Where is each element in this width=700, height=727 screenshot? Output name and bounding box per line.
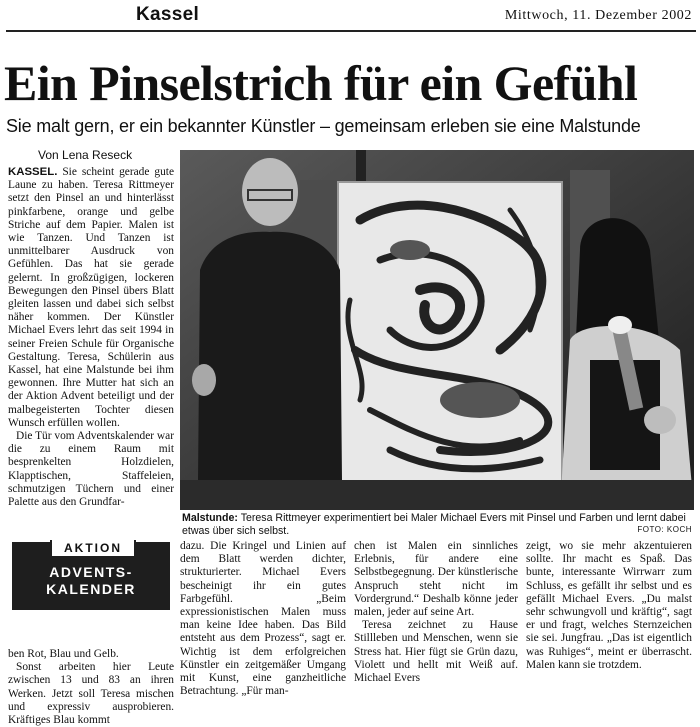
photo-credit: FOTO: KOCH <box>637 525 692 534</box>
paragraph-7: zeigt, wo sie mehr akzentuieren sollte. Ihr macht es Spaß. Das bunte, interessante Wirrwarr zum Schluss, es gefällt ihr selbst und es gefällt Michael Evers. „Du malst sehr schwungvoll und kräftig“, sagt er und fragt, welches Sternzeichen sie sei. Jungfrau. „Das ist eigentlich was Ruhiges“, meint er überrascht. Malen kann sie trotzdem. <box>526 540 692 671</box>
section-name: Kassel <box>136 4 200 25</box>
article-photo <box>180 150 694 510</box>
article-column-1-continued <box>8 648 174 727</box>
article-column-4 <box>526 540 692 704</box>
article-column-2 <box>180 540 346 704</box>
paragraph-4: dazu. Die Kringel und Linien auf dem Blatt werden dichter, strukturierter. Michael Evers bescheinigt ihr ein gutes Farbgefühl. „Beim expressionistischen Malen muss man keine Idee haben. Das Bild entsteht aus dem Prozess“, sagt er. Wichtig ist dem erfolgreichen Künstler ein zeitgemäßer Umgang mit Kunst, eine ganzheitliche Betrachtung. „Für man- <box>180 540 346 698</box>
paragraph-5: chen ist Malen ein sinnliches Erlebnis, für andere eine Selbstbegegnung. Der künstlerische Anspruch steht nicht im Vordergrund.“ Deshalb könne jeder malen, jeder auf seine Art. <box>354 540 518 619</box>
headline: Ein Pinselstrich für ein Gefühl <box>4 55 638 111</box>
caption-kicker: Malstunde: <box>182 512 238 524</box>
paragraph-1: Sie scheint gerade gute Laune zu haben. Teresa Rittmeyer setzt den Pinsel an und hinterlässt pinkfarbene, orange und gelbe Striche auf dem Papier. Malen ist wie Tanzen. Und Tanzen ist unmittelbarer Ausdruck von Gefühlen. Das hat sie gerade gelernt. In großzügigen, lockeren Bewegungen den Pinsel übers Blatt gleiten lassen und dabei sich selbst näher kommen. Der Künstler Michael Evers lehrt das seit 1994 in seiner Freien Schule für Organische Gestaltung. Teresa, Schülerin aus Kassel, hat eine Malstunde bei ihm gewonnen. Ihre Mutter hat sich an der Aktion Advent beteiligt und der malbegeisterten Tochter diesen Wunsch erfüllen wollen. <box>8 166 174 429</box>
paragraph-6: Teresa zeichnet zu Hause Stillleben und Menschen, wenn sie Stress hat. Hier fügt sie Grün dazu, Violett und hellt mit Weiß auf. Michael Evers <box>354 619 518 685</box>
aktion-adventskalender-box <box>12 542 170 610</box>
byline: Von Lena Reseck <box>38 148 133 162</box>
paragraph-3: Sonst arbeiten hier Leute zwischen 13 und 83 an ihren Werken. Jetzt soll Teresa mischen und expressiv ausprobieren. Kräftiges Blau kommt <box>8 661 174 727</box>
photo-illustration <box>180 150 694 510</box>
paragraph-2: Die Tür vom Adventskalender war die zu einem Raum mit besprenkelten Holzdielen, Klapptischen, Staffeleien, schmutzigen Tüchern und einer Palette aus den Grundfar- <box>8 430 174 509</box>
aktion-kicker: AKTION <box>50 540 136 558</box>
publication-date: Mittwoch, 11. Dezember 2002 <box>504 8 692 23</box>
photo-caption <box>182 512 694 537</box>
article-column-1 <box>8 166 174 542</box>
subheadline: Sie malt gern, er ein bekannter Künstler – gemeinsam erleben sie eine Malstunde <box>6 116 641 136</box>
paragraph-2-end: ben Rot, Blau und Gelb. <box>8 648 119 660</box>
dateline: KASSEL. <box>8 166 58 178</box>
aktion-title-line-2: KALENDER <box>46 581 136 597</box>
article-column-3 <box>354 540 518 704</box>
aktion-title <box>12 564 170 598</box>
caption-text: Teresa Rittmeyer experimentiert bei Maler Michael Evers mit Pinsel und Farben und lernt dabei etwas über sich selbst. <box>182 512 686 537</box>
aktion-title-line-1: ADVENTS- <box>49 564 133 580</box>
